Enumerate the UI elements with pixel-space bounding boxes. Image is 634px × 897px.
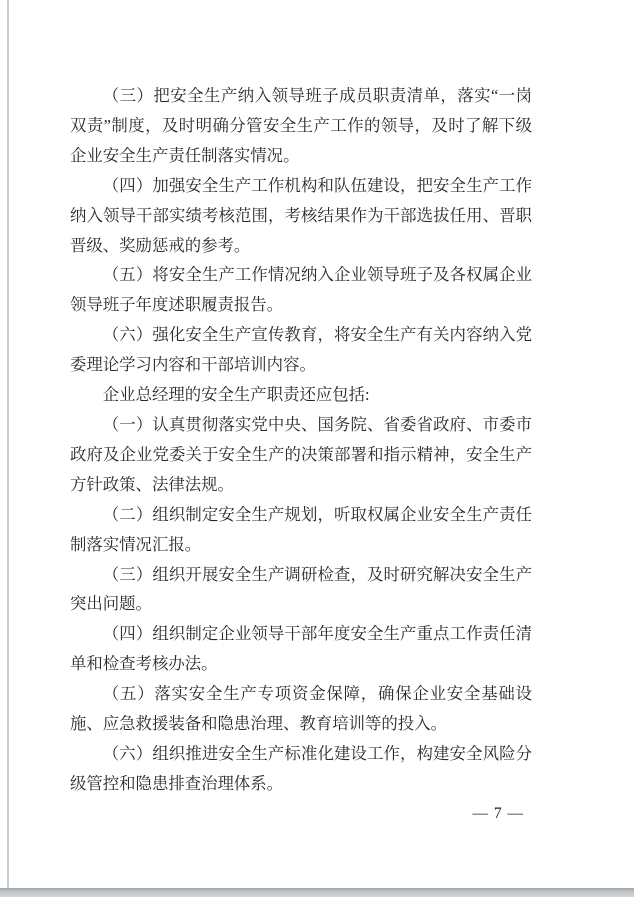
body-paragraph: （三）把安全生产纳入领导班子成员职责清单，落实“一岗双责”制度，及时明确分管安全生产工作的领导，及时了解下级企业安全生产责任制落实情况。 [70,86,532,165]
body-paragraph: （六）组织推进安全生产标准化建设工作，构建安全风险分级管控和隐患排查治理体系。 [70,743,532,793]
body-paragraph: （五）落实安全生产专项资金保障，确保企业安全基础设施、应急救援装备和隐患治理、教育培训等的投入。 [70,684,532,734]
page-number: — 7 — [472,805,524,822]
body-paragraph: 企业总经理的安全生产职责还应包括: [102,385,370,405]
page-content [70,81,532,799]
body-paragraph: （三）组织开展安全生产调研检查，及时研究解决安全生产突出问题。 [70,564,532,614]
body-paragraph: （一）认真贯彻落实党中央、国务院、省委省政府、市委市政府及企业党委关于安全生产的决策部署和指示精神，安全生产方针政策、法律法规。 [70,414,532,494]
body-paragraph: （六）强化安全生产宣传教育，将安全生产有关内容纳入党委理论学习内容和干部培训内容。 [70,325,532,375]
body-paragraph: （五）将安全生产工作情况纳入企业领导班子及各权属企业领导班子年度述职履责报告。 [70,265,532,315]
body-paragraph: （四）组织制定企业领导干部年度安全生产重点工作责任清单和检查考核办法。 [70,624,532,674]
page-edge-left [7,0,9,888]
body-paragraph: （四）加强安全生产工作机构和队伍建设，把安全生产工作纳入领导干部实绩考核范围，考核结果作为干部选拔任用、晋职晋级、奖励惩戒的参考。 [70,175,532,255]
page-edge-bottom [0,888,634,897]
body-paragraph: （二）组织制定安全生产规划，听取权属企业安全生产责任制落实情况汇报。 [70,504,532,554]
